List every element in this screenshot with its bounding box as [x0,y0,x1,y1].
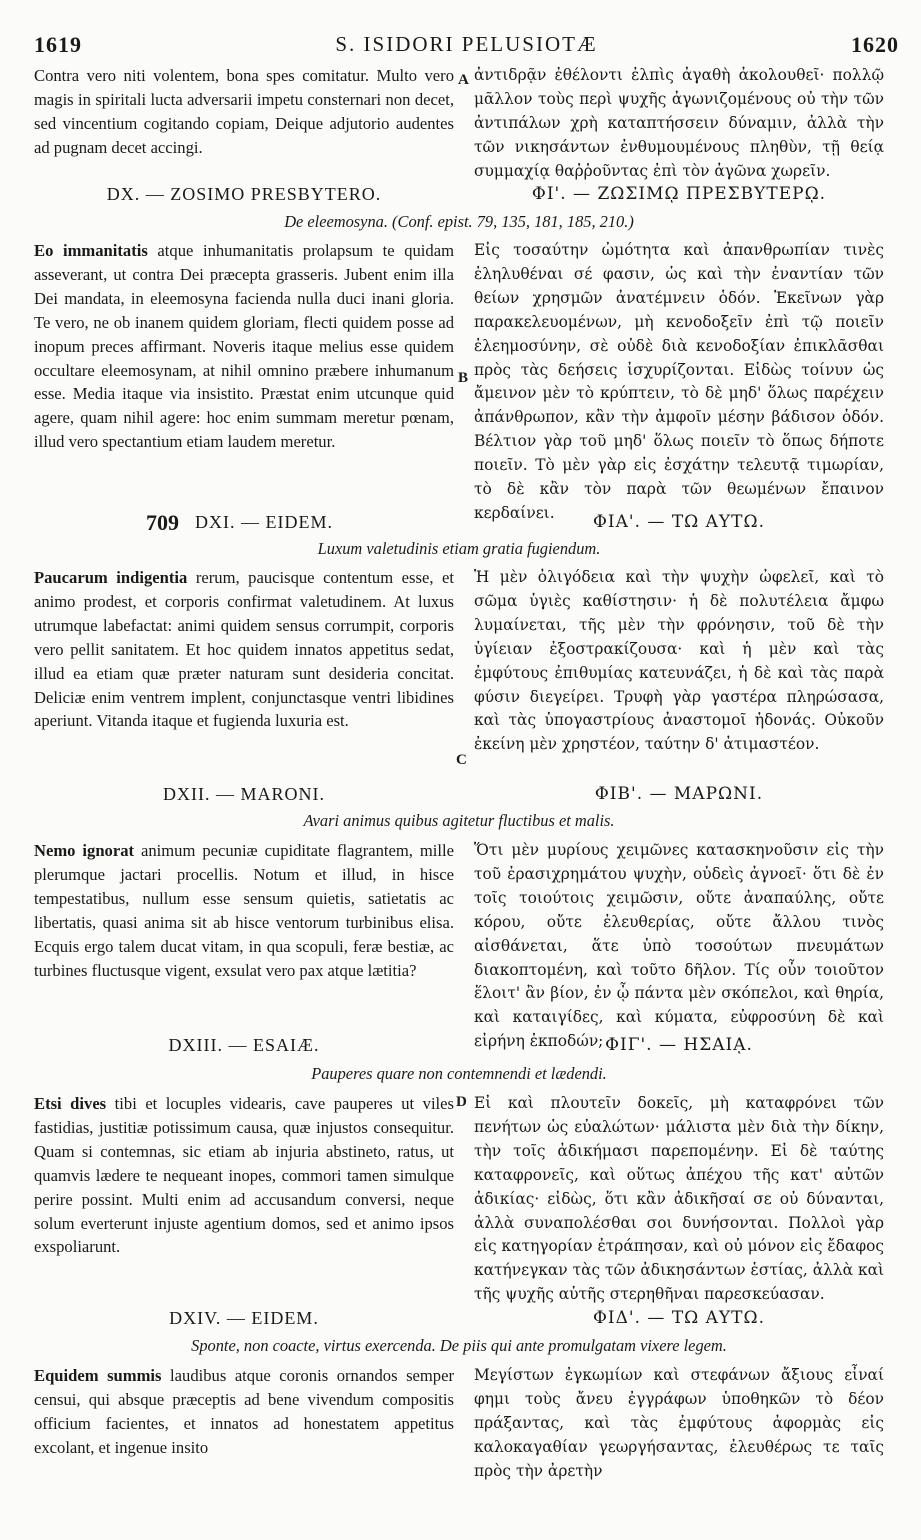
lead-words: Nemo ignorat [34,841,135,860]
margin-letter-b: B [458,370,469,386]
lead-words: Eo immanitatis [34,241,148,260]
letter-subtitle: Sponte, non coacte, virtus exercenda. De piis qui ante promulgatam vixere legem. [191,1336,727,1355]
latin-body: animum pecuniæ cupiditate flagrantem, mille plerumque jactari procellis. Notum et illud, in hisce tempestatibus, nullum esse sensum quietis, satietatis ac libertatis, quasi anima sit ab hisce ventorum turbinibus elisa. Ecquis ergo talem ducat vitam, in qua scopuli, feræ bestiæ, ac turbines fluctusque vigent, exsulat vero pax atque lætitia? [34,841,455,980]
lead-words: Paucarum indigentia [34,568,188,587]
latin-body: laudibus atque coronis ornandos semper censui, qui absque præceptis ad bene vivendum compositis officium facientes, et innatos ad honestatem appetitus excolant, et ingenue insito [34,1366,454,1457]
letter-greek-text [474,1092,884,1307]
letter-latin-text [34,839,454,982]
letter-greek-text [474,839,884,1054]
lead-words: Equidem summis [34,1366,162,1385]
continuation-latin [34,64,454,160]
greek-body: Εἰς τοσαύτην ὠμότητα καὶ ἀπανθρωπίαν τινὲς ἐληλυθέναι σέ φασιν, ὡς καὶ τὴν ἐναντίαν τῶν θείων χρησμῶν ἀνατέμνειν ὁδόν. Ἐκεῖνων γὰρ παρακελευομένων, μὴ κενοδοξεῖν ἐπὶ τῷ ποιεῖν ἐλεημοσύνην, σὲ οὐδὲ διὰ κενοδοξίαν ἐπικλᾶσθαι πρὸς τὰς δεήσεις ἰσχυρίζονται. Εἰδὼς τοίνυν ὡς ἄμεινον μὲν τὸ κρύπτειν, τὸ δὲ μηδ' ὅλως παρέχειν ἀπάνθρωπον, κἂν τὴν ἀμφοῖν μέσην βάδισον ὁδόν. Βέλτιον γὰρ τοῦ μηδ' ὅλως ποιεῖν τὸ ὅπως δήποτε ποιεῖν. Τὸ μὲν γὰρ εἰς ἐσχάτην τελευτᾷ τιμωρίαν, τὸ δὲ κἂν τὸν παρὰ τῶν θεωμένων ἔπαινον κερδαίνει. [474,241,884,522]
letter-latin-text [34,566,454,733]
greek-body: Ὅτι μὲν μυρίους χειμῶνες κατασκηνοῦσιν εἰς τὴν τοῦ ἐρασιχρημάτου ψυχὴν, οὐδεὶς ἀγνοεῖ· ὅτι δὲ ἐν τοῖς τοιούτοις χειμῶσιν, οὔτε ἀναπαύλης, οὔτε κόρου, οὔτε ἐλευθερίας, οὔτε ἄλλου τινὸς αἰσθάνεται, ἅτε ὑπὸ τοσούτων πνευμάτων διακοπτομένη, καὶ τοῦτο δῆλον. Τίς οὖν τοιοῦτον ἕλοιτ' ἂν βίον, ἐν ᾧ πάντα μὲν σκόπελοι, καὶ θηρία, καὶ καταιγίδες, καὶ κύματα, εὐφροσύνη δὲ καὶ εἰρήνη ἐκποδών; [474,841,884,1051]
margin-letter-d: D [456,1094,467,1110]
letter-subtitle: Pauperes quare non contemnendi et lædendi. [311,1064,607,1083]
column-marker: 709 [146,510,179,535]
letter-subtitle: Avari animus quibus agitetur fluctibus et malis. [303,811,615,830]
continuation-greek [474,64,884,184]
greek-text: ἀντιδρᾷν ἐθέλοντι ἐλπὶς ἀγαθὴ ἀκολουθεῖ· πολλῷ μᾶλλον τοὺς περὶ ψυχῆς ἀγωνιζομένους οὐ τὴν τῶν ἀντιπάλων χρὴ καταπτήσσειν δύναμιν, ἀλλὰ τὴν τῶν νικησάντων ἐνθυμουμένους πληθὺν, τῇ θείᾳ συμμαχίᾳ θαῤῥοῦντας ἐπὶ τὸν ἀγῶνα χωρεῖν. [474,66,884,180]
lead-words: Etsi dives [34,1094,107,1113]
letter-heading-latin: DXI. — EIDEM. [195,512,333,532]
letter-heading-latin: DXII. — MARONI. [163,784,325,804]
letter-heading-greek: ΦΙΔ'. — ΤΩ ΑΥΤΩ. [593,1308,765,1328]
latin-body: tibi et locuples videaris, cave pauperes ut viles fastidias, justitiæ potissimum causa, quæ injustos consequitur. Quam si contemnas, sic etiam ab injuria abstineto, ratus, ut quamvis lædere te nequeant inopes, commori tamen simulque perire possint. Multi enim ad accusandum conversi, neque solum everterunt injuste agentium domos, sed et animo ipsos exspoliarunt. [34,1094,454,1257]
letter-greek-text [474,566,884,757]
letter-subtitle: Luxum valetudinis etiam gratia fugiendum. [317,539,601,558]
letter-latin-text [34,1092,454,1259]
latin-body: rerum, paucisque contentum esse, et animo prodest, et corporis confirmat valetudinem. At luxus utrumque labefactat: animi quidem sensus corrumpit, corporis vero pellit sanitatem. Et hoc quidem innatos appetitus sedat, illud ea etiam quæ præter naturam sunt desideria concitat. Deliciæ enim ventrem implent, conjunctasque ventri libidines aperiunt. Vitanda itaque et fugienda luxuria est. [34,568,455,731]
letter-heading-greek: ΦΙ'. — ΖΩΣΙΜῼ ΠΡΕΣΒΥΤΕΡῼ. [531,184,827,204]
letter-subtitle: De eleemosyna. (Conf. epist. 79, 135, 181, 185, 210.) [284,212,634,231]
left-page-number: 1619 [34,32,82,57]
greek-body: Εἰ καὶ πλουτεῖν δοκεῖς, μὴ καταφρόνει τῶν πενήτων ὡς εὐαλώτων· μάλιστα μὲν διὰ τὴν δίκην, τὴν τοῖς ἀδικήμασι παρεπομένην. Εἰ δὲ ταύτης καταφρονεῖς, καὶ οὕτως ἀπέχου τῆς κατ' αὐτῶν ἀδικίας· εἰδὼς, ὅτι κἂν ἀδικῆσαί σε οὐ δύνανται, ἀλλὰ συναπολέσθαι σοι δυνήσονται. Πολλοὶ γὰρ εἰς κατηγορίαν ἐτράπησαν, καὶ οὐ μόνον εἰς ἔδαφος κατήνεγκαν τὰς τῶν ἀδικησάντων ἑστίας, ἀλλὰ καὶ τῆς ψυχῆς αὐτῆς στερηθῆναι παρεσκεύασαν. [474,1094,884,1304]
letter-greek-text [474,239,884,526]
margin-letter-c: C [456,752,467,768]
letter-heading-latin: DXIV. — EIDEM. [169,1308,319,1328]
letter-heading-latin: DXIII. — ESAIÆ. [168,1035,320,1055]
running-head [34,32,899,58]
greek-body: Ἡ μὲν ὀλιγόδεια καὶ τὴν ψυχὴν ὠφελεῖ, καὶ τὸ σῶμα ὑγιὲς καθίστησιν· ἡ δὲ πολυτέλεια ἄμφω λυμαίνεται, τῆς μὲν τὴν φρόνησιν, τοῦ δὲ τὴν ὑγίειαν ἐξοστρακίζουσα· καὶ ἡ μὲν καὶ τὰς ἐμφύτους ἐπιθυμίας κατευνάζει, ἡ δὲ καὶ τὰς παρὰ φύσιν διεγείρει. Τρυφὴ γὰρ γαστέρα πληρώσασα, καὶ τὰς ὑπογαστρίους ἀναστομοῖ ἡδονάς. Οὐκοῦν ἐκείνη μὲν χρηστέον, ταύτην δ' ἀτιμαστέον. [474,568,884,754]
latin-body: atque inhumanitatis prolapsum te quidam asseverant, ut contra Dei præcepta grasseris. Jubent enim illa Dei mandata, in eleemosyna facienda nulla duci inani gloria. Te vero, ne ob inanem quidem gloriam, flecti quidem posse ad inopum preces affirmant. Noveris itaque melius esse quidem occultare eleemosynam, at nihil omnino præbere inhumanum esse. Media itaque via insistito. Præstat enim utcunque quid agere, quam nihil agere: hoc enim summam meretur pœnam, illud vero spectantium etiam laudem meretur. [34,241,454,452]
margin-letter-a: A [458,72,469,88]
latin-text: Contra vero niti volentem, bona spes comitatur. Multo vero magis in spiritali lucta adversarii impetu consternari non decet, sed vincentium cogitando copiam, Deique adjutorio audentes ad pugnam decet accingi. [34,66,454,157]
letter-heading-greek: ΦΙΑ'. — ΤΩ ΑΥΤΩ. [593,512,765,532]
letter-latin-text [34,1364,454,1460]
page-title: S. ISIDORI PELUSIOTÆ [335,32,598,56]
letter-heading-greek: ΦΙΓ'. — ΗΣΑΙᾼ. [605,1035,753,1055]
right-page-number: 1620 [851,32,899,57]
letter-heading-greek: ΦΙΒ'. — ΜΑΡΩΝΙ. [594,784,764,804]
letter-heading-latin: DX. — ZOSIMO PRESBYTERO. [106,184,382,204]
letter-greek-text [474,1364,884,1484]
greek-body: Μεγίστων ἐγκωμίων καὶ στεφάνων ἄξιους εἶναί φημι τοὺς ἄνευ ἐγγράφων ὑποθηκῶν τὸ δέον πράξαντας, καὶ τὰς ἐμφύτους ἀφορμὰς εἰς καλοκαγαθίαν γεωργήσαντας, ἐλευθέρως τε ταῖς πρὸς τὴν ἀρετὴν [474,1366,884,1480]
letter-latin-text [34,239,454,454]
